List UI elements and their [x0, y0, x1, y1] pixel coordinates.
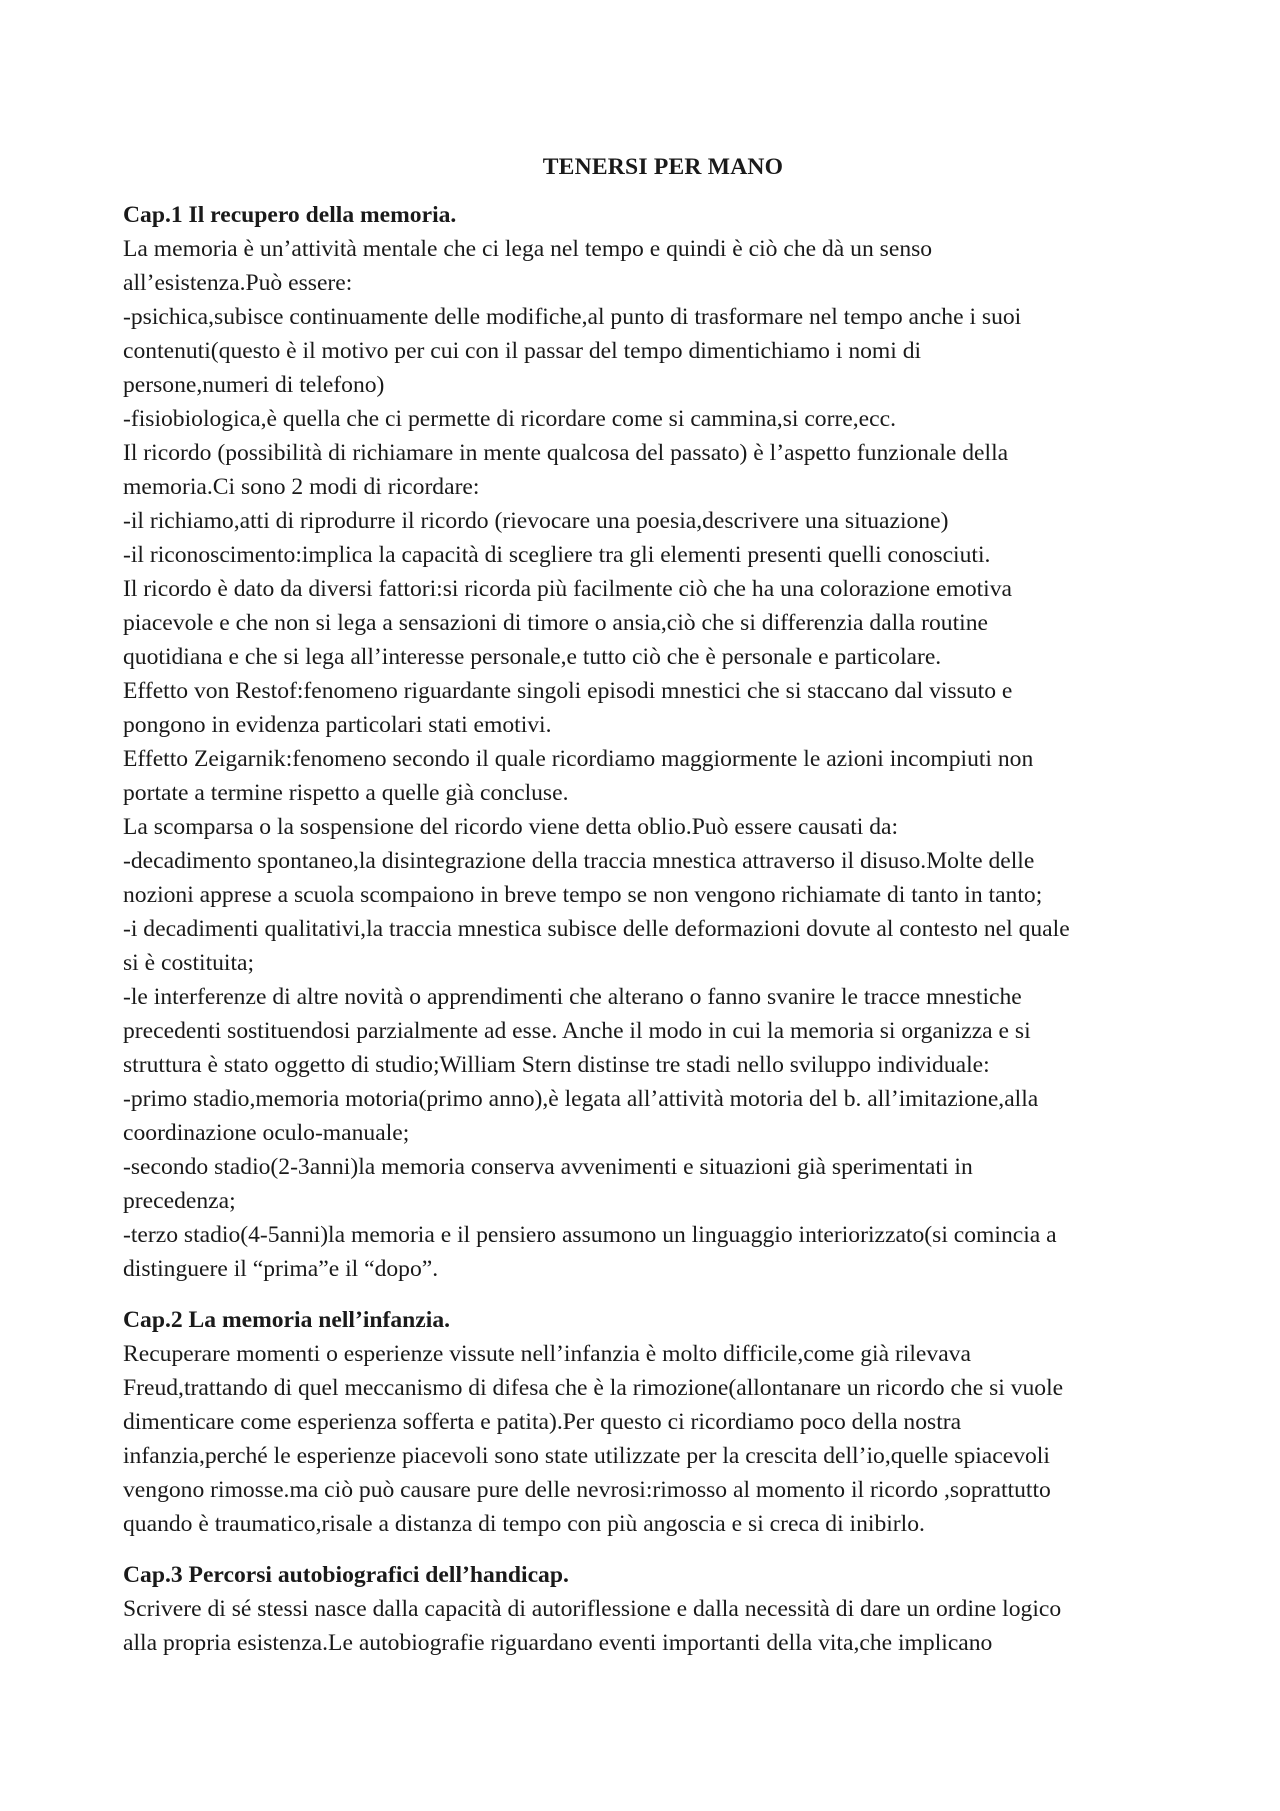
text-line: Scrivere di sé stessi nasce dalla capacità di autoriflessione e dalla necessità di dare un ordine logico	[123, 1596, 1062, 1622]
text-line: nozioni apprese a scuola scompaiono in breve tempo se non vengono richiamate di tanto in tanto;	[123, 882, 1043, 908]
chapter-list	[123, 198, 1183, 1660]
text-line: -decadimento spontaneo,la disintegrazione della traccia mnestica attraverso il disuso.Molte delle	[123, 848, 1035, 874]
text-line: Effetto von Restof:fenomeno riguardante singoli episodi mnestici che si staccano dal vissuto e	[123, 678, 1013, 704]
text-line: struttura è stato oggetto di studio;William Stern distinse tre stadi nello sviluppo individuale:	[123, 1052, 990, 1078]
text-line: piacevole e che non si lega a sensazioni di timore o ansia,ciò che si differenzia dalla routine	[123, 610, 988, 636]
chapter-section	[123, 198, 1183, 1286]
text-line: -psichica,subisce continuamente delle modifiche,al punto di trasformare nel tempo anche i suoi	[123, 304, 1022, 330]
text-line: La scomparsa o la sospensione del ricordo viene detta oblio.Può essere causati da:	[123, 814, 899, 840]
text-line: -le interferenze di altre novità o apprendimenti che alterano o fanno svanire le tracce mnestiche	[123, 984, 1022, 1010]
text-line: -terzo stadio(4-5anni)la memoria e il pensiero assumono un linguaggio interiorizzato(si comincia a	[123, 1222, 1057, 1248]
chapter-section	[123, 1303, 1183, 1541]
text-line: -secondo stadio(2-3anni)la memoria conserva avvenimenti e situazioni già sperimentati in	[123, 1154, 973, 1180]
text-line: si è costituita;	[123, 950, 255, 976]
chapter-paragraph	[123, 1337, 1183, 1541]
text-line: pongono in evidenza particolari stati emotivi.	[123, 712, 552, 738]
chapter-paragraph	[123, 1592, 1183, 1660]
text-line: all’esistenza.Può essere:	[123, 270, 353, 296]
chapter-heading: Cap.1 Il recupero della memoria.	[123, 202, 457, 228]
text-line: Freud,trattando di quel meccanismo di difesa che è la rimozione(allontanare un ricordo che si vuole	[123, 1375, 1064, 1401]
text-line: precedenti sostituendosi parzialmente ad esse. Anche il modo in cui la memoria si organizza e si	[123, 1018, 1031, 1044]
chapter-paragraph	[123, 232, 1183, 1286]
text-line: -primo stadio,memoria motoria(primo anno),è legata all’attività motoria del b. all’imitazione,alla	[123, 1086, 1039, 1112]
text-line: -il riconoscimento:implica la capacità di scegliere tra gli elementi presenti quelli conosciuti.	[123, 542, 991, 568]
text-line: -il richiamo,atti di riprodurre il ricordo (rievocare una poesia,descrivere una situazione)	[123, 508, 949, 534]
chapter-heading: Cap.3 Percorsi autobiografici dell’handicap.	[123, 1562, 569, 1588]
text-line: contenuti(questo è il motivo per cui con il passar del tempo dimentichiamo i nomi di	[123, 338, 922, 364]
text-line: quando è traumatico,risale a distanza di tempo con più angoscia e si creca di inibirlo.	[123, 1511, 925, 1537]
text-line: persone,numeri di telefono)	[123, 372, 385, 398]
text-line: precedenza;	[123, 1188, 236, 1214]
text-line: distinguere il “prima”e il “dopo”.	[123, 1256, 439, 1282]
text-line: coordinazione oculo-manuale;	[123, 1120, 410, 1146]
text-line: La memoria è un’attività mentale che ci lega nel tempo e quindi è ciò che dà un senso	[123, 236, 933, 262]
text-line: Il ricordo è dato da diversi fattori:si ricorda più facilmente ciò che ha una colorazione emotiva	[123, 576, 1012, 602]
text-line: memoria.Ci sono 2 modi di ricordare:	[123, 474, 480, 500]
chapter-heading: Cap.2 La memoria nell’infanzia.	[123, 1307, 451, 1333]
text-line: -fisiobiologica,è quella che ci permette di ricordare come si cammina,si corre,ecc.	[123, 406, 896, 432]
document-title: TENERSI PER MANO	[542, 154, 784, 180]
text-line: infanzia,perché le esperienze piacevoli sono state utilizzate per la crescita dell’io,quelle spiacevoli	[123, 1443, 1050, 1469]
text-line: alla propria esistenza.Le autobiografie riguardano eventi importanti della vita,che implicano	[123, 1630, 993, 1656]
text-line: dimenticare come esperienza sofferta e patita).Per questo ci ricordiamo poco della nostra	[123, 1409, 962, 1435]
text-line: portate a termine rispetto a quelle già concluse.	[123, 780, 569, 806]
text-line: vengono rimosse.ma ciò può causare pure delle nevrosi:rimosso al momento il ricordo ,soprattutto	[123, 1477, 1051, 1503]
text-line: Il ricordo (possibilità di richiamare in mente qualcosa del passato) è l’aspetto funzionale della	[123, 440, 1009, 466]
text-line: Recuperare momenti o esperienze vissute nell’infanzia è molto difficile,come già rilevava	[123, 1341, 971, 1367]
text-line: -i decadimenti qualitativi,la traccia mnestica subisce delle deformazioni dovute al contesto nel quale	[123, 916, 1070, 942]
chapter-section	[123, 1558, 1183, 1660]
document-page	[123, 150, 1183, 1677]
text-line: quotidiana e che si lega all’interesse personale,e tutto ciò che è personale e particolare.	[123, 644, 942, 670]
text-line: Effetto Zeigarnik:fenomeno secondo il quale ricordiamo maggiormente le azioni incompiuti non	[123, 746, 1034, 772]
